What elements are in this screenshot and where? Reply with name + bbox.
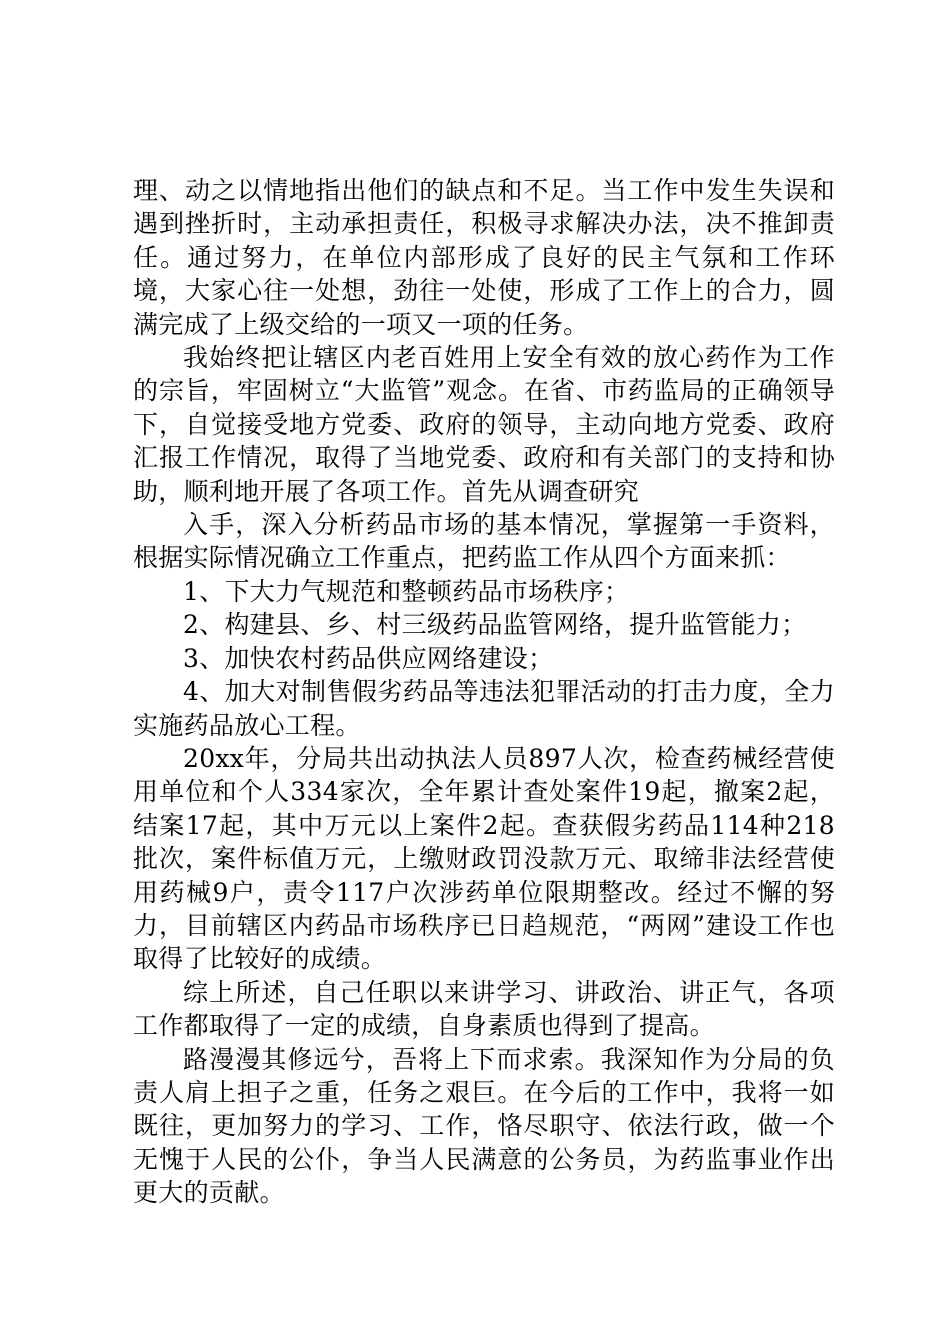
- list-item-4: 4、加大对制售假劣药品等违法犯罪活动的打击力度，全力实施药品放心工程。: [133, 677, 835, 740]
- paragraph-statistics: 20xx年，分局共出动执法人员897人次，检查药械经营使用单位和个人334家次，全年累计查处案件19起，撤案2起，结案17起，其中万元以上案件2起。查获假劣药品114种218批次，案件标值万元，上缴财政罚没款万元、取缔非法经营使用药械9户，责令117户次涉药单位限期整改。经过不懈的努力，目前辖区内药品市场秩序已日趋规范，“两网”建设工作也取得了比较好的成绩。: [133, 743, 835, 974]
- paragraph-conclusion: 路漫漫其修远兮，吾将上下而求索。我深知作为分局的负责人肩上担子之重，任务之艰巨。在今后的工作中，我将一如既往，更加努力的学习、工作，恪尽职守、依法行政，做一个无愧于人民的公仆，争当人民满意的公务员，为药监事业作出更大的贡献。: [133, 1044, 835, 1208]
- list-item-3: 3、加快农村药品供应网络建设；: [183, 643, 554, 673]
- paragraph-continuation: 理、动之以情地指出他们的缺点和不足。当工作中发生失误和遇到挫折时，主动承担责任，积极寻求解决办法，决不推卸责任。通过努力，在单位内部形成了良好的民主气氛和工作环境，大家心往一处想，劲往一处使，形成了工作上的合力，圆满完成了上级交给的一项又一项的任务。: [133, 176, 835, 339]
- paragraph-four-aspects: 入手，深入分析药品市场的基本情况，掌握第一手资料，根据实际情况确立工作重点，把药监工作从四个方面来抓：: [133, 510, 835, 573]
- paragraph-summary: 综上所述，自己任职以来讲学习、讲政治、讲正气，各项工作都取得了一定的成绩，自身素质也得到了提高。: [133, 977, 835, 1041]
- list-item-2: 2、构建县、乡、村三级药品监管网络，提升监管能力；: [183, 610, 807, 640]
- list-item-1: 1、下大力气规范和整顿药品市场秩序；: [183, 576, 630, 606]
- paragraph-work-purpose: 我始终把让辖区内老百姓用上安全有效的放心药作为工作的宗旨，牢固树立“大监管”观念。在省、市药监局的正确领导下，自觉接受地方党委、政府的领导，主动向地方党委、政府汇报工作情况，取得了当地党委、政府和有关部门的支持和协助，顺利地开展了各项工作。首先从调查研究: [133, 343, 835, 506]
- document-body: [133, 174, 835, 1210]
